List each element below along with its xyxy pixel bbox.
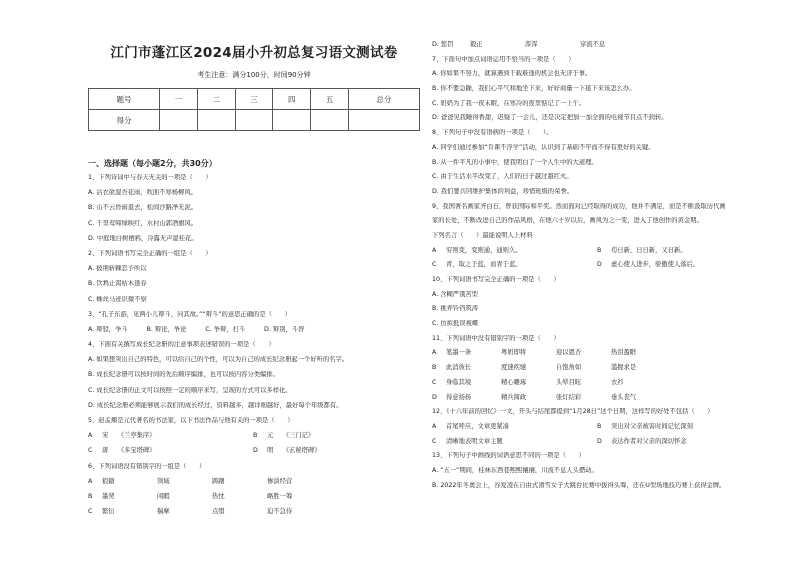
option-letter: D bbox=[253, 447, 258, 455]
q6-option-row: C 繁衍 揣摩 点缀 迫不急待 bbox=[88, 508, 293, 516]
question-line: 13、下列句子中画线的词语意思不同的一项是（ ） bbox=[432, 452, 585, 460]
question-line: 10、下列词语书写完全正确的一项是（ ） bbox=[432, 276, 560, 283]
question-line: 7、下面句中加点词语运用不恰当的一项是（ ） bbox=[432, 55, 575, 63]
option-line: A. 含糊严饿苦型 bbox=[432, 290, 478, 298]
score-cell[interactable] bbox=[197, 110, 235, 131]
question-line: C. 成长纪念册的正文可以按照一定的顺序来写，呈现的方式可以多样化。 bbox=[88, 386, 292, 394]
question-line: 家的长处，不断改进自己的作品风格，在他六十岁以后，画风为之一变，进入了他创作的黄金期。 bbox=[432, 217, 703, 225]
question-line: A. 沾衣欲湿杏花雨，吹面不寒杨柳风。 bbox=[88, 189, 197, 197]
option-letter: C bbox=[88, 447, 93, 455]
score-cell[interactable] bbox=[160, 110, 198, 131]
left-column bbox=[88, 38, 420, 523]
exam-note: 考生注意：满分100分，时间90分钟 bbox=[197, 71, 311, 79]
score-cell[interactable] bbox=[273, 110, 311, 131]
score-header-cell: 五 bbox=[311, 89, 349, 110]
score-row-label: 得分 bbox=[89, 110, 160, 131]
q12-option-row: A 首尾呼应，文章更紧凑 B 突出对父亲被害时间记忆深刻 bbox=[432, 422, 693, 430]
q6-option-row: A 狼籍 领域 踌躇 惨淡经营 bbox=[88, 477, 293, 485]
question-line: 4、下面有关撰写成长纪念册的注意事项表述错误的一项是（ ） bbox=[88, 341, 275, 349]
option-dynasty: 宋 bbox=[102, 432, 109, 440]
q11-option-row: C 身临其境 精心雕琢 头晕目眩 衣衫 bbox=[432, 378, 624, 386]
option-letter: B bbox=[253, 432, 258, 440]
q9-option-row: C 青，取之于蓝，而青于蓝。 D 虚心使人进步，骄傲使人落后。 bbox=[432, 261, 700, 269]
question-line: 下列名言（ ）最能说明人上材料 bbox=[432, 231, 533, 239]
left-question-list bbox=[88, 174, 420, 523]
question-line: C. 由于生活水平改变了，人们的日子越过越红火。 bbox=[432, 173, 573, 181]
option-work: 《玄秘塔碑》 bbox=[285, 447, 321, 455]
option-work: 《多宝塔碑》 bbox=[120, 447, 156, 455]
score-header-cell: 总分 bbox=[348, 89, 419, 110]
option-letter: A bbox=[88, 432, 93, 440]
q11-option-row: A 笔墨一条 粤奶即将 迎以恩杏 热泪盈眶 bbox=[432, 349, 637, 357]
question-line: D. 中庭地白树栖鸦，冷露无声湿桂花。 bbox=[88, 234, 198, 242]
option-line: C. 仿拟抵误视蝶 bbox=[432, 320, 479, 328]
question-line: D. 爸爸见我睡得香甜，迟疑了一会儿，还是决定把加一加全面的电视节目点不到转。 bbox=[432, 114, 668, 122]
section-heading: 一、选择题（每小题2分，共30分） bbox=[88, 159, 217, 168]
score-cell[interactable] bbox=[311, 110, 349, 131]
q12-option-row: C 清晰地表明文章主题 D 表达作者对父亲的深切怀念 bbox=[432, 437, 687, 445]
question-line: A. 同学们通过参加“肯课不浮学”活动，认识到了基础不牢而不得有更好的关键。 bbox=[432, 143, 655, 151]
question-line: 9、我国著名画家齐白石，曾获国际和平奖。然而面对已经取得的成功，他并不满足，而是不断汲取历代画 bbox=[432, 202, 726, 210]
question-line: 2、下列词语书写完全正确的一组是（ ） bbox=[88, 249, 212, 257]
score-table-score-row bbox=[89, 110, 420, 131]
score-header-cell: 三 bbox=[235, 89, 273, 110]
question-line: B. 成长纪念册可以按时间的先后顺序编排，也可以按内容分类编排。 bbox=[88, 371, 279, 379]
option-line: A. “五一”期间，桂林东西巷熙熙攘攘，川流不息人头攒动。 bbox=[432, 466, 598, 474]
score-cell[interactable] bbox=[235, 110, 273, 131]
q6-option-row: B 墨契 闲暇 热忱 略胜一筹 bbox=[88, 492, 293, 500]
question-line: 1、下列诗词中与春天无关的一项是（ ） bbox=[88, 174, 212, 181]
question-line: 3、“孔子东游，见两小儿辩斗，问其故。”“辩斗”的意思正确的是（ ） bbox=[88, 310, 291, 318]
score-header-cell: 四 bbox=[273, 89, 311, 110]
exam-title: 江门市蓬江区2024届小升初总复习语文测试卷 bbox=[110, 45, 398, 61]
question-line: C. 千里莺啼绿映红，水村山郭酒旗风。 bbox=[88, 219, 198, 227]
option-line: B. 2022年冬奥会上，谷爱凌在自由式滑雪女子大跳台比赛中拔得头筹，还在U型场地技巧赛上获得金牌。 bbox=[432, 481, 726, 489]
option-dynasty: 明 bbox=[267, 447, 274, 455]
q6-option-row-d: D. 惩罚 毅正 浑浑 穿流不息 bbox=[432, 41, 606, 48]
q5-option-row bbox=[88, 432, 420, 447]
question-line: A. 你如果不努力，就算遇到千载难逢的机会也无济于事。 bbox=[432, 70, 592, 78]
q9-option-row: A 穷则变，变则通，通则久。 B 苟日新，日日新，又日新。 bbox=[432, 246, 687, 254]
question-line: C. 奶奶为了我一夜未眠，在寒冷的夜里惦记了一上午。 bbox=[432, 99, 586, 107]
question-line: 5、赵孟頫是元代著名的书法家，以下书法作品与他有关的一项是（ ） bbox=[88, 417, 294, 424]
right-column bbox=[432, 41, 762, 496]
question-line: 6、下列词语没有错别字的一组是（ ） bbox=[88, 462, 206, 470]
question-line: D. 成长纪念册必须能够展示我们的成长经过，资料越多，越详细越好，最好每个年级都有。 bbox=[88, 401, 343, 409]
question-line: B. 你不要急躁，我们心平气和地坐下来，好好商量一下接下来该怎么办。 bbox=[432, 85, 636, 93]
question-line: D. 我们要共同维护集体的利益，珍惜班级的荣誉。 bbox=[432, 187, 574, 195]
question-line: B. 饮鸩止渴枯木逢春 bbox=[88, 280, 147, 288]
score-table bbox=[88, 88, 420, 131]
question-line: A. 辩驳，争斗 B. 辩论，争论 C. 争辩，打斗 D. 辩别，斗智 bbox=[88, 325, 305, 333]
score-header-cell: 二 bbox=[197, 89, 235, 110]
q11-option-row: B 此消彼长 度速疾驰 自饱角如 滥握求是 bbox=[432, 364, 637, 372]
score-header-cell: 一 bbox=[160, 89, 198, 110]
q5-option-row bbox=[88, 447, 420, 462]
option-line: B. 挑弄铃铛筑涛 bbox=[432, 305, 479, 313]
q11-option-row: D 得意扬扬 精兵简政 张灯结彩 垂头丧气 bbox=[432, 393, 637, 401]
score-table-header-row bbox=[89, 89, 420, 110]
option-work: 《兰亭集序》 bbox=[120, 432, 156, 440]
score-cell[interactable] bbox=[348, 110, 419, 131]
question-line: C. 蛛丝马迹识微不察 bbox=[88, 295, 147, 303]
question-line: 8、下列句子中没有语病的一项是（ ）。 bbox=[432, 129, 553, 137]
option-dynasty: 元 bbox=[267, 432, 274, 440]
option-work: 《三门记》 bbox=[285, 432, 315, 440]
option-dynasty: 唐 bbox=[102, 447, 109, 455]
question-line: A. 披荆斩棘恋予所以 bbox=[88, 265, 147, 273]
question-line: B. 山不云昏雨退去，松间沙路净无泥。 bbox=[88, 204, 198, 212]
score-header-cell: 题号 bbox=[89, 89, 160, 110]
question-line: A. 如果想突出自己的特色，可以给自己的个性，可以为自己的成长纪念册起一个好听的名字。 bbox=[88, 356, 349, 364]
question-line: B. 从一件平凡的小事中，使我明白了一个人生中的大道理。 bbox=[432, 158, 598, 166]
question-line: 11、下列词语中没有错别字的一项是（ ） bbox=[432, 334, 560, 342]
question-line: 12、《十六年前的回忆》一文，开头与结尾都提到“1月28日”这个日期，这样写的好处不包括（ ） bbox=[432, 408, 714, 416]
